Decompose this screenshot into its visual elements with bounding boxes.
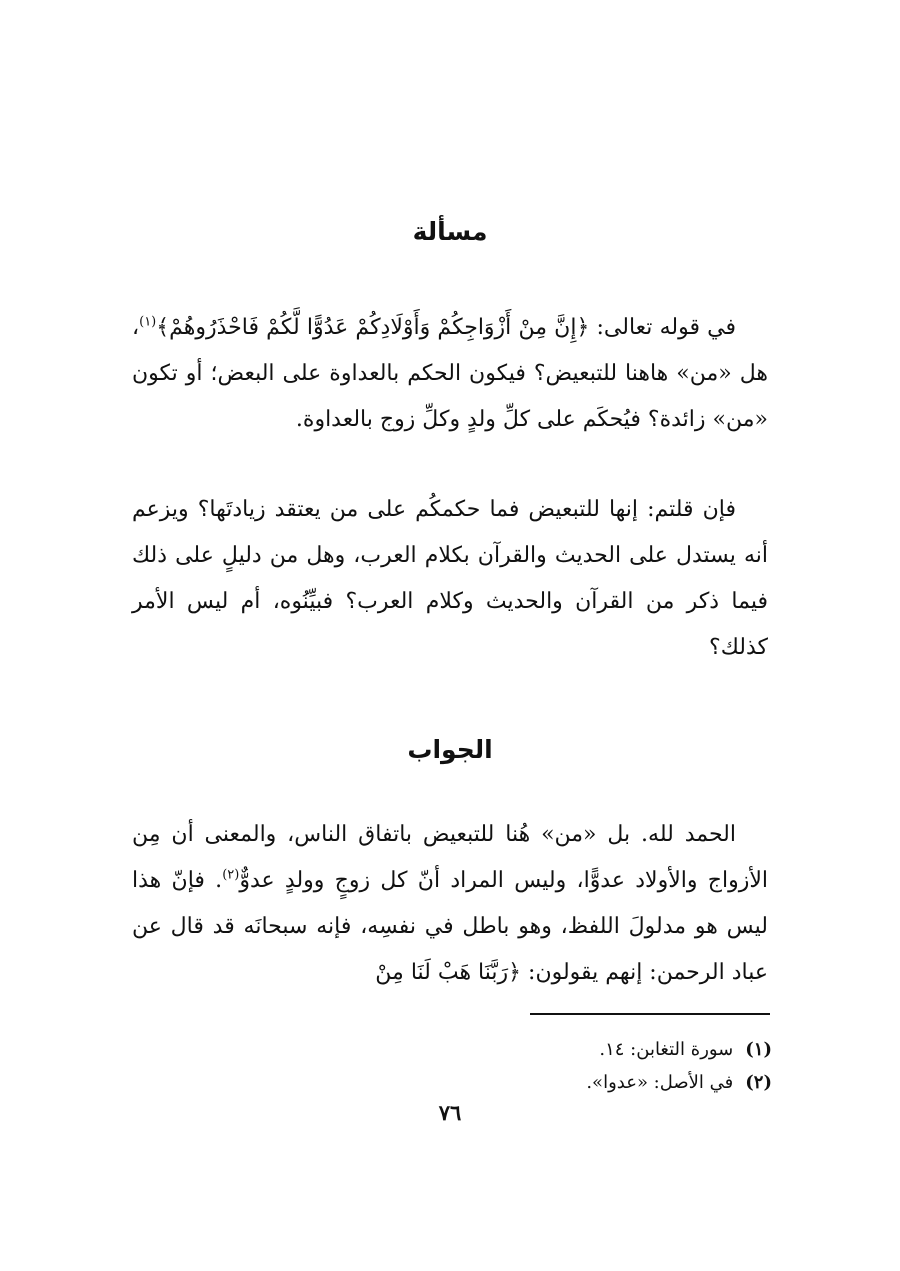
page-number: ٧٦ [438, 1100, 462, 1125]
footnote-text: في الأصل: «عدوا». [586, 1072, 734, 1093]
question-heading: مسألة [412, 217, 488, 246]
answer-heading: الجواب [407, 735, 493, 764]
footnote-2 [132, 1066, 772, 1099]
question-text: ، هل «من» هاهنا للتبعيض؟ فيكون الحكم بالعداوة على البعض؛ أو تكون «من» زائدة؟ فيُحكَم على كلِّ ولدٍ وكلِّ زوج بالعداوة. [132, 315, 768, 432]
footnote-text: سورة التغابن: ١٤. [599, 1039, 734, 1060]
footnotes [132, 1033, 772, 1099]
footnote-ref-2: (٢) [222, 867, 240, 883]
question-paragraph-1 [132, 305, 768, 443]
footnote-1 [132, 1033, 772, 1066]
answer-text-a: الحمد لله. بل «من» هُنا للتبعيض باتفاق الناس، والمعنى أن مِن الأزواج والأولاد عدوًّا، وليس المراد أنّ كل زوجٍ وولدٍ عدوٌّ [132, 822, 769, 893]
footnote-number: (١) [745, 1039, 772, 1060]
footnote-ref-1: (١) [139, 314, 157, 330]
question-intro: في قوله تعالى: [589, 315, 736, 340]
answer-paragraph [132, 812, 768, 996]
question-paragraph-2: فإن قلتم: إنها للتبعيض فما حكمكُم على من يعتقد زيادتَها؟ ويزعم أنه يستدل على الحديث والقرآن بكلام العرب، وهل من دليلٍ على ذلك فيما ذكر من القرآن والحديث وكلام العرب؟ فبيِّنُوه، أم ليس الأمر كذلك؟ [132, 497, 768, 660]
quran-verse-taghabun: ﴿إِنَّ مِنْ أَزْوَاجِكُمْ وَأَوْلَادِكُمْ عَدُوًّا لَّكُمْ فَاحْذَرُوهُمْ﴾ [156, 315, 590, 340]
footnote-divider [530, 1013, 770, 1015]
answer-text-b: . فإنّ هذا ليس هو مدلولَ اللفظ، وهو باطل في نفسِه، فإنه سبحانَه قد قال عن عباد الرحمن: إنهم يقولون: [132, 868, 768, 985]
footnote-number: (٢) [745, 1072, 772, 1093]
quran-verse-furqan: ﴿رَبَّنَا هَبْ لَنَا مِنْ [375, 960, 522, 985]
